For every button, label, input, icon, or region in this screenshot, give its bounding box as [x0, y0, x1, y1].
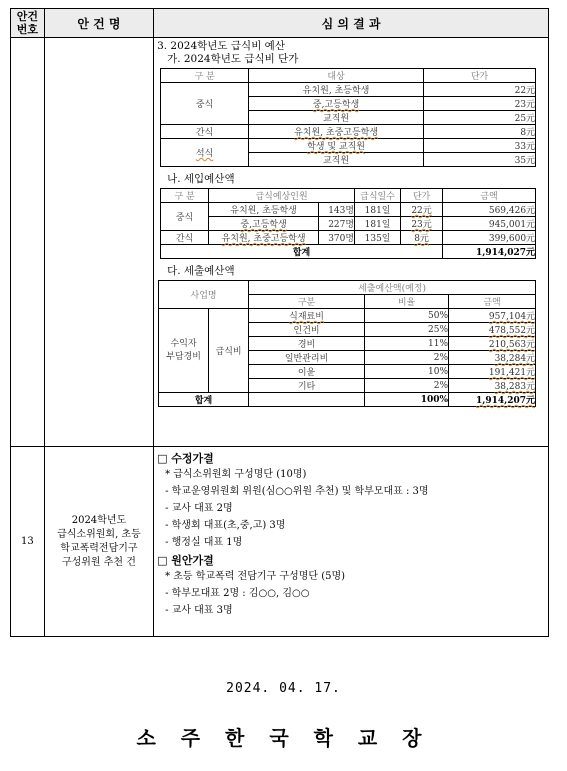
revenue-table: [160, 188, 536, 259]
minutes-table: [10, 8, 549, 637]
list-item: - 교사 대표 2명: [165, 503, 233, 514]
th-project: 사업명: [159, 281, 249, 309]
target-cell: 유치원, 초등학생: [249, 83, 424, 97]
count-cell: 370명: [319, 231, 355, 245]
amount-cell: 569,426元: [443, 203, 536, 217]
cat-lunch: 중식: [161, 83, 249, 125]
cat-beneficiary: 수익자 부담경비: [159, 309, 209, 393]
th-people: 급식예상인원: [209, 189, 355, 203]
amount-cell: 210,563元: [488, 340, 536, 350]
agenda-13-result: [154, 447, 549, 637]
agenda-row-13: [11, 447, 549, 637]
ratio-cell: 25%: [365, 323, 449, 337]
target-cell: 교직원: [249, 111, 424, 125]
target-cell: 교직원: [249, 153, 424, 167]
total-amount: 1,914,027元: [443, 245, 536, 259]
cat-dinner: 석식: [195, 149, 214, 159]
total-amount: 1,914,207元: [475, 396, 536, 406]
agenda-no-header: 안건 번호: [11, 9, 45, 38]
unit-price-title: 가. 2024학년도 급식비 단가: [167, 53, 299, 65]
th-budget: 세출예산액(예정): [249, 281, 536, 295]
list-item: - 교사 대표 3명: [165, 605, 233, 616]
th-days: 급식일수: [355, 189, 401, 203]
who-cell: 유치원, 초등학생: [209, 203, 319, 217]
header-row: [11, 9, 549, 38]
item-name: 일반관리비: [249, 351, 365, 365]
th-amount: 금액: [449, 295, 536, 309]
price-cell: 8元: [414, 234, 429, 244]
result-header: 심 의 결 과: [154, 9, 549, 38]
th-price: 단가: [424, 69, 536, 83]
cat-lunch: 중식: [161, 203, 209, 231]
item-name: 식재료비: [289, 312, 324, 322]
ratio-cell: 2%: [365, 351, 449, 365]
price-cell: 23元: [424, 97, 536, 111]
revenue-title: 나. 세입예산액: [167, 173, 235, 185]
agenda-title-header: 안 건 명: [44, 9, 153, 38]
target-cell: 학생 및 교직원: [307, 142, 365, 152]
expense-table: [158, 280, 536, 407]
days-cell: 181일: [355, 217, 401, 231]
price-cell: 33元: [424, 139, 536, 153]
price-cell: 25元: [424, 111, 536, 125]
agenda-no: 13: [11, 447, 45, 637]
amount-cell: 945,001元: [443, 217, 536, 231]
total-label: 합계: [159, 393, 249, 407]
list-item: - 학교운영위원회 위원(심○○위원 추천) 및 학부모대표 : 3명: [165, 486, 429, 497]
total-ratio: 100%: [365, 393, 449, 407]
empty-cell: [249, 393, 365, 407]
price-cell: 35元: [424, 153, 536, 167]
section-3-title: 3. 2024학년도 급식비 예산: [157, 40, 285, 52]
empty-title-cell: [44, 38, 153, 447]
who-cell: 유치원, 초중고등학생: [221, 234, 306, 244]
amount-cell: 38,283元: [494, 382, 536, 392]
th-gubun: 구분: [249, 295, 365, 309]
days-cell: 181일: [355, 203, 401, 217]
th-price: 단가: [401, 189, 443, 203]
price-cell: 22元: [424, 83, 536, 97]
document-date: 2024. 04. 17.: [226, 681, 341, 696]
count-cell: 227명: [319, 217, 355, 231]
amount-cell: 38,284元: [494, 354, 536, 364]
list-item: * 초등 학교폭력 전담기구 구성명단 (5명): [165, 571, 346, 582]
list-item: - 학부모대표 2명 : 김○○, 김○○: [165, 588, 310, 599]
days-cell: 135일: [355, 231, 401, 245]
th-gubun: 구 분: [161, 189, 209, 203]
list-item: - 행정실 대표 1명: [165, 537, 243, 548]
unit-price-table: [160, 68, 536, 167]
cat-meal: 급식비: [209, 309, 249, 393]
total-label: 합계: [161, 245, 443, 259]
target-cell: 유치원, 초중고등학생: [294, 128, 379, 138]
section-modified-approval: □ 수정가결: [157, 452, 214, 465]
cat-snack: 간식: [161, 231, 209, 245]
item-name: 경비: [249, 337, 365, 351]
price-cell: 23元: [411, 220, 432, 230]
th-gubun: 구 분: [161, 69, 249, 83]
item-name: 인건비: [249, 323, 365, 337]
empty-no-cell: [11, 38, 45, 447]
expense-title: 다. 세출예산액: [167, 265, 235, 277]
price-cell: 8元: [424, 125, 536, 139]
th-ratio: 비율: [365, 295, 449, 309]
budget-result-cell: [154, 38, 549, 447]
ratio-cell: 2%: [365, 379, 449, 393]
who-cell: 중,고등학생: [240, 220, 287, 230]
list-item: - 학생회 대표(초,중,고) 3명: [165, 520, 286, 531]
item-name: 기타: [249, 379, 365, 393]
price-cell: 22元: [411, 206, 432, 216]
item-name: 이윤: [249, 365, 365, 379]
amount-cell: 191,421元: [488, 368, 536, 378]
agenda-title: 2024학년도 급식소위원회, 초등 학교폭력전담기구 구성위원 추천 건: [44, 447, 153, 637]
count-cell: 143명: [319, 203, 355, 217]
ratio-cell: 50%: [365, 309, 449, 323]
cat-snack: 간식: [161, 125, 249, 139]
ratio-cell: 10%: [365, 365, 449, 379]
section-original-approval: □ 원안가결: [157, 554, 214, 567]
th-target: 대상: [249, 69, 424, 83]
amount-cell: 399,600元: [443, 231, 536, 245]
th-amount: 금액: [443, 189, 536, 203]
target-cell: 중,고등학생: [312, 100, 360, 110]
principal-signature: 소 주 한 국 학 교 장: [136, 726, 431, 750]
agenda-row-budget: [11, 38, 549, 447]
list-item: * 급식소위원회 구성명단 (10명): [165, 469, 307, 480]
amount-cell: 957,104元: [488, 312, 536, 322]
ratio-cell: 11%: [365, 337, 449, 351]
amount-cell: 478,552元: [488, 326, 536, 336]
